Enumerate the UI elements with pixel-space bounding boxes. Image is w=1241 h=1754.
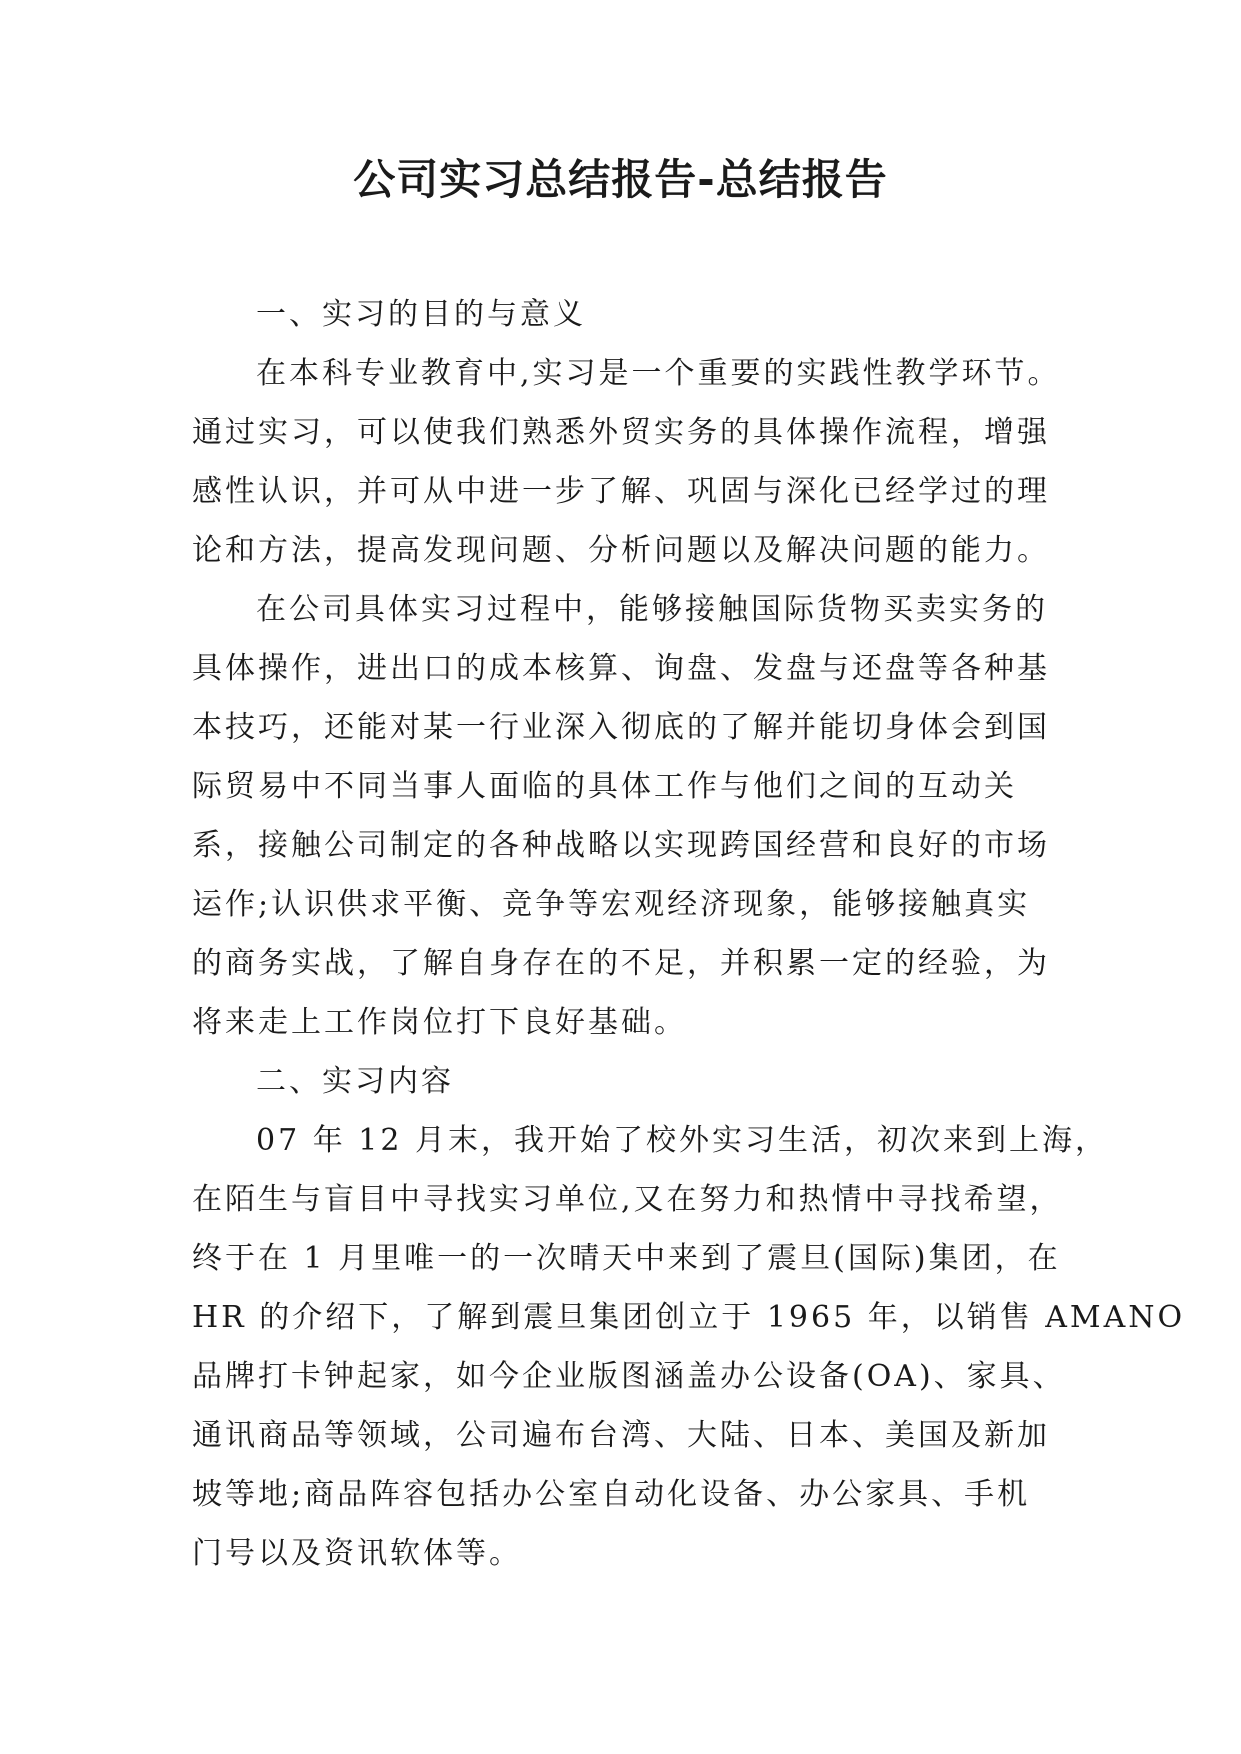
paragraph-line: HR 的介绍下，了解到震旦集团创立于 1965 年，以销售 AMANO [192, 1300, 1186, 1335]
section-heading: 二、实习内容 [256, 1064, 454, 1099]
document-title: 公司实习总结报告-总结报告 [353, 155, 888, 204]
paragraph-line: 终于在 1 月里唯一的一次晴天中来到了震旦(国际)集团，在 [192, 1241, 1061, 1276]
paragraph-line: 07 年 12 月末，我开始了校外实习生活，初次来到上海， [256, 1123, 1108, 1158]
paragraph-line: 感性认识，并可从中进一步了解、巩固与深化已经学过的理 [192, 474, 1050, 509]
paragraph-line: 运作;认识供求平衡、竞争等宏观经济现象，能够接触真实 [192, 887, 1031, 922]
paragraph-line: 坡等地;商品阵容包括办公室自动化设备、办公家具、手机 [192, 1477, 1031, 1512]
paragraph-line: 系，接触公司制定的各种战略以实现跨国经营和良好的市场 [192, 828, 1050, 863]
paragraph-line: 在公司具体实习过程中，能够接触国际货物买卖实务的 [256, 592, 1048, 627]
paragraph-line: 的商务实战，了解自身存在的不足，并积累一定的经验，为 [192, 946, 1050, 981]
paragraph-line: 品牌打卡钟起家，如今企业版图涵盖办公设备(OA)、家具、 [192, 1359, 1066, 1394]
paragraph-line: 在陌生与盲目中寻找实习单位,又在努力和热情中寻找希望， [192, 1182, 1063, 1217]
paragraph-line: 论和方法，提高发现问题、分析问题以及解决问题的能力。 [192, 533, 1050, 568]
paragraph-line: 具体操作，进出口的成本核算、询盘、发盘与还盘等各种基 [192, 651, 1050, 686]
paragraph-line: 门号以及资讯软体等。 [192, 1536, 522, 1571]
paragraph-line: 际贸易中不同当事人面临的具体工作与他们之间的互动关 [192, 769, 1017, 804]
paragraph-line: 在本科专业教育中,实习是一个重要的实践性教学环节。 [256, 356, 1061, 391]
paragraph-line: 通过实习，可以使我们熟悉外贸实务的具体操作流程，增强 [192, 415, 1050, 450]
paragraph-line: 本技巧，还能对某一行业深入彻底的了解并能切身体会到国 [192, 710, 1050, 745]
document-body [192, 285, 1186, 1583]
paragraph-line: 通讯商品等领域，公司遍布台湾、大陆、日本、美国及新加 [192, 1418, 1050, 1453]
section-heading: 一、实习的目的与意义 [256, 297, 586, 332]
paragraph-line: 将来走上工作岗位打下良好基础。 [192, 1005, 687, 1040]
